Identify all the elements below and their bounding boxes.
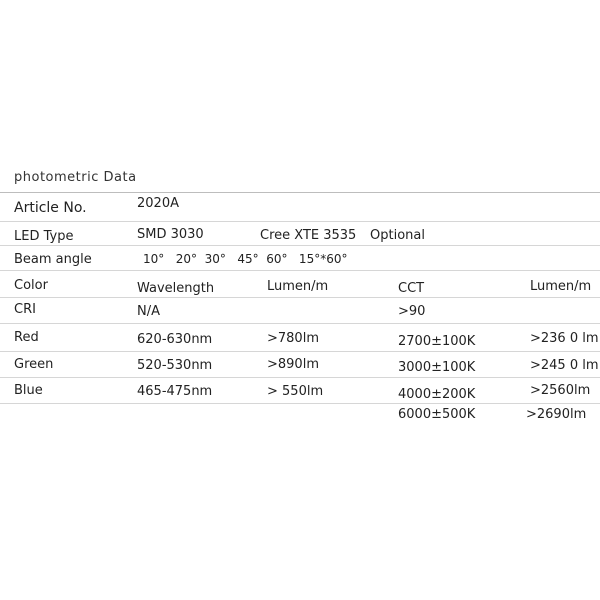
row-red-lumen: >780lm xyxy=(267,331,319,346)
row-green-cct: 3000±100K xyxy=(398,360,476,375)
row-green-wavelength: 520-530nm xyxy=(137,358,213,373)
rule-top xyxy=(0,192,600,193)
row-blue-lumen: > 550lm xyxy=(267,384,324,399)
rule-header xyxy=(0,297,600,298)
article-value: 2020A xyxy=(137,196,179,211)
led-type-label: LED Type xyxy=(14,229,74,244)
cri-label: CRI xyxy=(14,302,36,317)
row-green-color: Green xyxy=(14,357,54,372)
rule-beam-angle xyxy=(0,270,600,271)
rule-blue xyxy=(0,403,600,404)
rule-article xyxy=(0,221,600,222)
article-label: Article No. xyxy=(14,200,87,216)
row-blue-color: Blue xyxy=(14,383,43,398)
row-red-cct: 2700±100K xyxy=(398,334,476,349)
rule-green xyxy=(0,377,600,378)
header-lumen-m: Lumen/m xyxy=(267,279,329,294)
row-blue-wavelength: 465-475nm xyxy=(137,384,213,399)
row-extra-cct-lumen: >2690lm xyxy=(526,407,587,422)
rule-cri xyxy=(0,323,600,324)
row-blue-cct-lumen: >2560lm xyxy=(530,383,591,398)
sheet-title: photometric Data xyxy=(14,170,137,185)
header-cct: CCT xyxy=(398,281,425,296)
row-red-wavelength: 620-630nm xyxy=(137,332,213,347)
beam-angle-value: 10° 20° 30° 45° 60° 15°*60° xyxy=(143,252,348,266)
rule-led-type xyxy=(0,245,600,246)
cri-cct-value: >90 xyxy=(398,304,426,319)
led-type-value-smd: SMD 3030 xyxy=(137,227,204,242)
row-green-lumen: >890lm xyxy=(267,357,319,372)
header-lumen-m-cct: Lumen/m xyxy=(530,279,592,294)
row-extra-cct: 6000±500K xyxy=(398,407,476,422)
led-type-value-cree: Cree XTE 3535 xyxy=(260,228,357,243)
cri-value: N/A xyxy=(137,304,160,319)
row-red-cct-lumen: >236 0 lm xyxy=(530,331,599,346)
row-red-color: Red xyxy=(14,330,39,345)
header-wavelength: Wavelength xyxy=(137,281,215,296)
row-blue-cct: 4000±200K xyxy=(398,387,476,402)
rule-red xyxy=(0,351,600,352)
row-green-cct-lumen: >245 0 lm xyxy=(530,358,599,373)
beam-angle-label: Beam angle xyxy=(14,252,92,267)
led-type-value-optional: Optional xyxy=(370,228,425,243)
header-color: Color xyxy=(14,278,48,293)
